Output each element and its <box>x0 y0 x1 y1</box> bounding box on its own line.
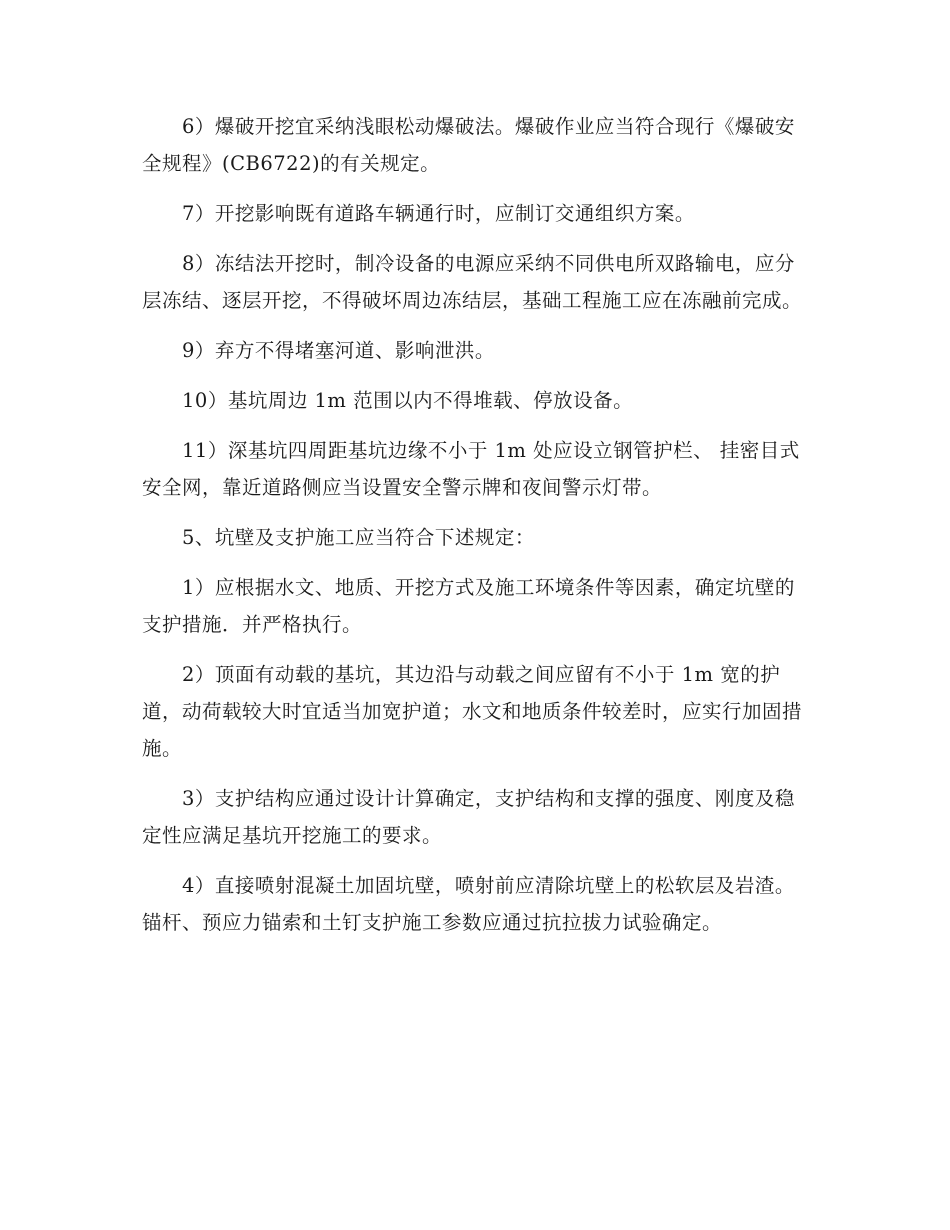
section-heading-5: 5、坑壁及支护施工应当符合下述规定： <box>182 526 535 549</box>
paragraph-item-8: 8）冻结法开挖时，制冷设备的电源应采纳不同供电所双路输电，应分层冻结、逐层开挖，不得破坏周边冻结层，基础工程施工应在冻融前完成。 <box>142 252 803 312</box>
document-body <box>142 108 810 954</box>
paragraph-item-11: 11）深基坑四周距基坑边缘不小于 1m 处应设立钢管护栏、 挂密目式安全网，靠近道路侧应当设置安全警示牌和夜间警示灯带。 <box>142 439 800 499</box>
paragraph-item-6: 6）爆破开挖宜采纳浅眼松动爆破法。爆破作业应当符合现行《爆破安全规程》(CB6722)的有关规定。 <box>142 115 795 175</box>
paragraph-item-9: 9）弃方不得堵塞河道、影响泄洪。 <box>182 339 495 362</box>
paragraph-item-2: 2）顶面有动载的基坑，其边沿与动载之间应留有不小于 1m 宽的护道，动荷载较大时宜适当加宽护道；水文和地质条件较差时，应实行加固措施。 <box>142 663 803 760</box>
paragraph-item-10: 10）基坑周边 1m 范围以内不得堆载、停放设备。 <box>182 389 634 412</box>
paragraph-item-7: 7）开挖影响既有道路车辆通行时，应制订交通组织方案。 <box>182 202 695 225</box>
paragraph-item-3: 3）支护结构应通过设计计算确定，支护结构和支撑的强度、刚度及稳定性应满足基坑开挖施工的要求。 <box>142 787 795 847</box>
paragraph-item-1: 1）应根据水文、地质、开挖方式及施工环境条件等因素，确定坑壁的支护措施．并严格执行。 <box>142 576 795 636</box>
paragraph-item-4: 4）直接喷射混凝土加固坑壁，喷射前应清除坑壁上的松软层及岩渣。锚杆、预应力锚索和土钉支护施工参数应通过抗拉拔力试验确定。 <box>142 874 795 934</box>
